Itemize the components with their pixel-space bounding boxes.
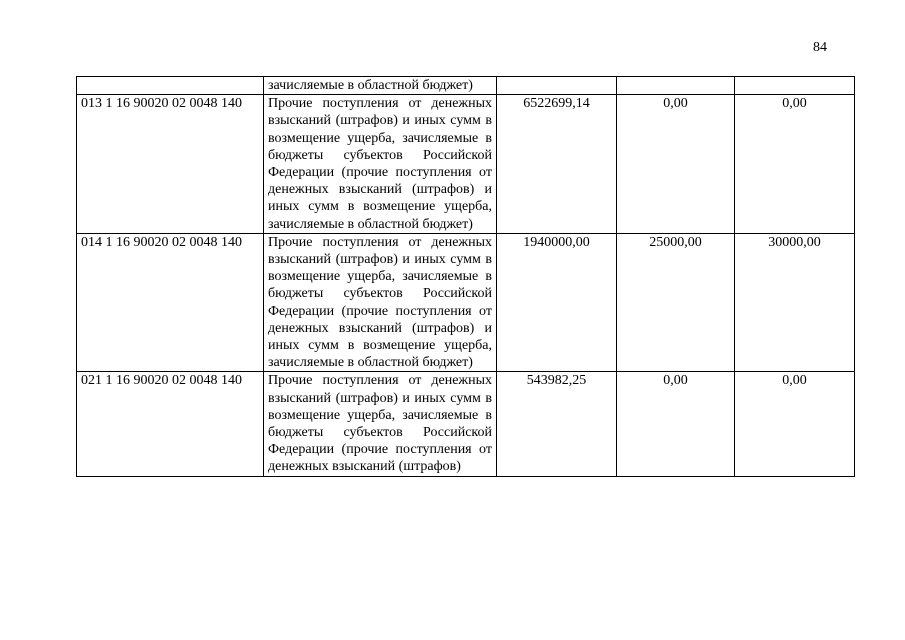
- revenue-name-cell: [264, 372, 497, 476]
- amount-year-1-cell: [497, 77, 617, 95]
- revenue-name-text: Прочие поступления от денежных взысканий (штрафов) и иных сумм в возмещение ущерба, зачисляемые в бюджеты субъектов Российской Федерации (прочие поступления от денежных взысканий (штрафов): [268, 373, 492, 475]
- amount-year-3-cell: 0,00: [735, 95, 855, 234]
- revenue-code-cell: 021 1 16 90020 02 0048 140: [77, 372, 264, 476]
- budget-revenue-table: [76, 76, 855, 477]
- revenue-name-cell: [264, 77, 497, 95]
- revenue-name-cell: [264, 233, 497, 372]
- amount-year-3-cell: [735, 77, 855, 95]
- amount-year-2-cell: 25000,00: [617, 233, 735, 372]
- amount-year-2-cell: [617, 77, 735, 95]
- amount-year-1-cell: 543982,25: [497, 372, 617, 476]
- amount-year-1-cell: 6522699,14: [497, 95, 617, 234]
- amount-year-1-cell: 1940000,00: [497, 233, 617, 372]
- table-row: [77, 95, 855, 234]
- amount-year-3-cell: 0,00: [735, 372, 855, 476]
- revenue-name-text: зачисляемые в областной бюджет): [268, 78, 473, 93]
- table-row: [77, 372, 855, 476]
- revenue-name-text: Прочие поступления от денежных взысканий (штрафов) и иных сумм в возмещение ущерба, зачисляемые в бюджеты субъектов Российской Федерации (прочие поступления от денежных взысканий (штрафов) и иных сумм в возмещение ущерба, зачисляемые в областной бюджет): [268, 234, 492, 371]
- amount-year-3-cell: 30000,00: [735, 233, 855, 372]
- revenue-code-cell: 014 1 16 90020 02 0048 140: [77, 233, 264, 372]
- page-number: 84: [813, 40, 827, 55]
- amount-year-2-cell: 0,00: [617, 372, 735, 476]
- amount-year-2-cell: 0,00: [617, 95, 735, 234]
- revenue-code-cell: [77, 77, 264, 95]
- table-row: [77, 77, 855, 95]
- revenue-code-cell: 013 1 16 90020 02 0048 140: [77, 95, 264, 234]
- table-row: [77, 233, 855, 372]
- revenue-name-text: Прочие поступления от денежных взысканий (штрафов) и иных сумм в возмещение ущерба, зачисляемые в бюджеты субъектов Российской Федерации (прочие поступления от денежных взысканий (штрафов) и иных сумм в возмещение ущерба, зачисляемые в областной бюджет): [268, 96, 492, 232]
- revenue-name-cell: [264, 95, 497, 234]
